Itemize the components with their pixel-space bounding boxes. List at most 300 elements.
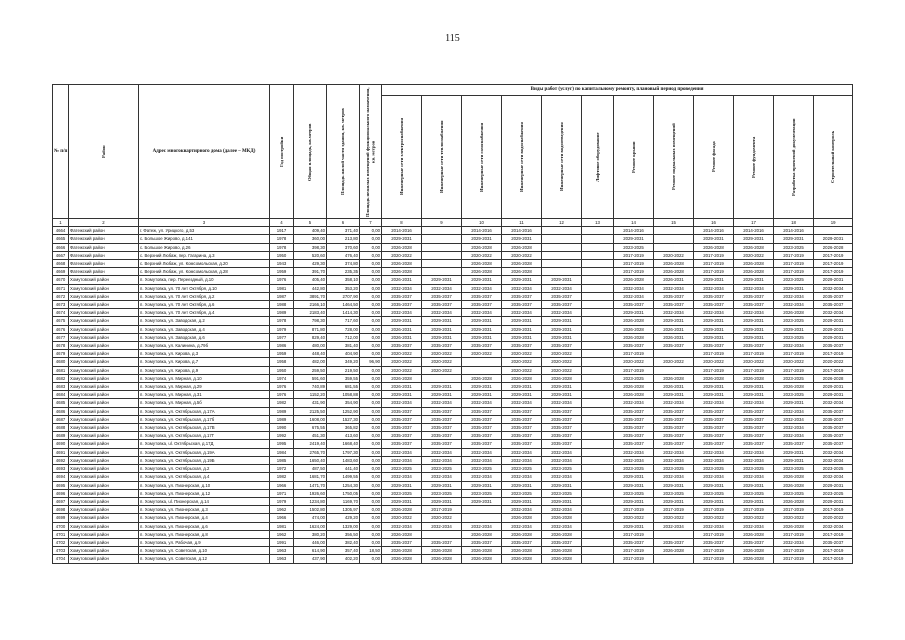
cell-premises-area: 354,90 (327, 399, 360, 407)
cell-work-period: 2017-2019 (694, 506, 734, 514)
cell-work-period: 2017-2019 (814, 268, 853, 276)
cell-year: 1950 (270, 366, 294, 374)
cell-work-period: 2014-2016 (734, 227, 774, 235)
cell-work-period: 2020-2022 (614, 358, 654, 366)
cell-address: п. Хомутовка, ул. Октябрьская, д.2 (139, 465, 270, 473)
cell-work-period: 2035-2037 (694, 440, 734, 448)
column-number: 7 (360, 219, 382, 227)
cell-raion: Хомутовский район (69, 292, 139, 300)
cell-work-period: 2026-2031 (654, 276, 694, 284)
cell-num: 4688 (53, 424, 69, 432)
cell-work-period: 2032-2034 (694, 473, 734, 481)
cell-work-period: 2032-2034 (654, 522, 694, 530)
cell-address: п. Хомутовка, ул. Пионерская, д.3 (139, 506, 270, 514)
cell-work-period (582, 506, 614, 514)
cell-work-period (582, 399, 614, 407)
cell-work-period: 2020-2022 (814, 358, 853, 366)
cell-address: п. Хомутовка, ул. 70 лет Октября, д.10 (139, 284, 270, 292)
column-number: 5 (294, 219, 327, 227)
header-work-heating: Инженерные сети теплоснабжения (422, 96, 462, 219)
cell-year: 1989 (270, 309, 294, 317)
cell-work-period: 2029-2031 (734, 325, 774, 333)
cell-total-area: 431,90 (294, 399, 327, 407)
table-row (53, 260, 853, 268)
cell-work-period: 2026-2028 (462, 268, 502, 276)
cell-work-period: 2032-2034 (462, 309, 502, 317)
cell-work-period: 2026-2031 (654, 383, 694, 391)
cell-raion: Хомутовский район (69, 547, 139, 555)
cell-work-period: 2020-2022 (422, 366, 462, 374)
cell-work-period: 2023-2025 (774, 243, 814, 251)
cell-address: п. Хомутовка, ул. Мирная, д.29 (139, 383, 270, 391)
cell-work-period: 2026-2028 (502, 514, 542, 522)
cell-work-period: 2032-2034 (542, 473, 582, 481)
cell-premises-area: 1527,30 (327, 415, 360, 423)
cell-total-area: 446,00 (294, 538, 327, 546)
cell-work-period: 2029-2031 (502, 497, 542, 505)
cell-total-area: 398,30 (294, 243, 327, 251)
cell-num: 4693 (53, 465, 69, 473)
cell-work-period: 2032-2034 (382, 448, 422, 456)
cell-work-period: 2026-2028 (542, 555, 582, 563)
cell-work-period: 2017-2019 (614, 268, 654, 276)
cell-work-period: 2035-2037 (422, 424, 462, 432)
cell-total-area: 2765,70 (294, 448, 327, 456)
cell-work-period: 2035-2037 (694, 342, 734, 350)
cell-work-period: 2026-2028 (382, 555, 422, 563)
cell-work-period (582, 473, 614, 481)
cell-address: п. Хомутовка, ул. Рабочая, д.9 (139, 538, 270, 546)
cell-work-period (542, 260, 582, 268)
cell-work-period (582, 235, 614, 243)
cell-address: п. Хомутовка, ул. Мирная, д.31 (139, 391, 270, 399)
cell-premises-area: 413,60 (327, 432, 360, 440)
table-row (53, 489, 853, 497)
table-row (53, 473, 853, 481)
cell-work-period: 2029-2031 (462, 497, 502, 505)
cell-work-period: 2032-2034 (502, 473, 542, 481)
cell-work-period: 2035-2037 (542, 432, 582, 440)
cell-work-period: 2032-2034 (774, 424, 814, 432)
cell-work-period: 2029-2031 (502, 333, 542, 341)
cell-work-period: 2035-2037 (502, 407, 542, 415)
cell-num: 4687 (53, 415, 69, 423)
cell-work-period (582, 391, 614, 399)
cell-work-period: 2023-2025 (774, 333, 814, 341)
cell-work-period: 2017-2019 (614, 366, 654, 374)
cell-work-period (582, 547, 614, 555)
cell-func-area: 0,00 (360, 268, 382, 276)
cell-work-period: 2035-2037 (694, 407, 734, 415)
table-row (53, 538, 853, 546)
cell-work-period: 2023-2025 (694, 489, 734, 497)
cell-year: 1981 (270, 284, 294, 292)
cell-work-period: 2035-2037 (814, 301, 853, 309)
cell-work-period: 2032-2034 (382, 309, 422, 317)
cell-work-period: 2017-2019 (814, 555, 853, 563)
cell-work-period: 2023-2025 (614, 374, 654, 382)
table-row (53, 317, 853, 325)
cell-work-period: 2026-2031 (382, 325, 422, 333)
cell-work-period: 2035-2037 (542, 440, 582, 448)
cell-work-period: 2020-2022 (734, 251, 774, 259)
cell-premises-area: 476,40 (327, 251, 360, 259)
cell-func-area: 0,00 (360, 325, 382, 333)
cell-premises-area: 365,82 (327, 424, 360, 432)
cell-num: 4675 (53, 317, 69, 325)
cell-address: п. Хомутовка, ул. Октябрьская, д.19А (139, 448, 270, 456)
cell-work-period (422, 235, 462, 243)
cell-work-period (582, 383, 614, 391)
cell-work-period (582, 260, 614, 268)
table-row (53, 366, 853, 374)
cell-work-period: 2032-2034 (694, 448, 734, 456)
cell-work-period: 2026-2028 (502, 547, 542, 555)
cell-work-period: 2035-2037 (502, 342, 542, 350)
cell-work-period: 2020-2022 (654, 358, 694, 366)
cell-func-area: 0,00 (360, 276, 382, 284)
cell-raion: Хомутовский район (69, 489, 139, 497)
cell-raion: Хомутовский район (69, 497, 139, 505)
cell-work-period: 2020-2022 (774, 358, 814, 366)
cell-work-period: 2029-2031 (614, 522, 654, 530)
cell-num: 4702 (53, 538, 69, 546)
cell-work-period (542, 227, 582, 235)
cell-work-period: 2017-2019 (614, 350, 654, 358)
cell-premises-area: 404,90 (327, 350, 360, 358)
cell-work-period: 2035-2037 (614, 424, 654, 432)
cell-premises-area: 717,60 (327, 317, 360, 325)
cell-work-period: 2026-2028 (462, 243, 502, 251)
cell-total-area: 259,50 (294, 366, 327, 374)
cell-work-period: 2035-2037 (502, 301, 542, 309)
column-number: 1 (53, 219, 69, 227)
cell-work-period (582, 342, 614, 350)
cell-func-area: 0,00 (360, 481, 382, 489)
cell-work-period: 2032-2034 (814, 522, 853, 530)
cell-work-period: 2035-2037 (422, 407, 462, 415)
cell-func-area: 0,00 (360, 260, 382, 268)
cell-num: 4680 (53, 358, 69, 366)
cell-work-period: 2029-2031 (694, 235, 734, 243)
cell-work-period: 2026-2028 (502, 555, 542, 563)
cell-work-period (582, 284, 614, 292)
cell-num: 4668 (53, 260, 69, 268)
cell-work-period: 2026-2028 (614, 391, 654, 399)
cell-address: п. Хомутовка, ул. Октябрьская, д.4 (139, 473, 270, 481)
cell-year: 1988 (270, 301, 294, 309)
table-row (53, 506, 853, 514)
cell-work-period (582, 448, 614, 456)
cell-work-period: 2023-2025 (382, 465, 422, 473)
table-row (53, 333, 853, 341)
cell-work-period: 2023-2025 (462, 465, 502, 473)
cell-work-period: 2023-2025 (542, 465, 582, 473)
header-total-area: Общая площадь, кв.метров (294, 85, 327, 219)
cell-work-period: 2029-2031 (542, 481, 582, 489)
cell-work-period (582, 268, 614, 276)
table-row (53, 342, 853, 350)
cell-num: 4692 (53, 456, 69, 464)
cell-work-period: 2032-2034 (502, 448, 542, 456)
cell-work-period: 2032-2034 (382, 522, 422, 530)
cell-work-period: 2017-2019 (694, 260, 734, 268)
cell-work-period: 2032-2034 (734, 399, 774, 407)
cell-work-period: 2035-2037 (734, 415, 774, 423)
cell-year: 1978 (270, 317, 294, 325)
cell-num: 4670 (53, 276, 69, 284)
cell-work-period: 2029-2031 (734, 317, 774, 325)
cell-work-period: 2032-2034 (422, 473, 462, 481)
cell-work-period: 2029-2031 (814, 481, 853, 489)
cell-work-period: 2017-2019 (614, 530, 654, 538)
cell-work-period: 2035-2037 (734, 424, 774, 432)
cell-work-period: 2035-2037 (502, 292, 542, 300)
cell-work-period (582, 374, 614, 382)
cell-raion: Хомутовский район (69, 317, 139, 325)
cell-raion: Хомутовский район (69, 530, 139, 538)
cell-work-period: 2035-2037 (734, 407, 774, 415)
cell-work-period: 2035-2037 (814, 432, 853, 440)
cell-premises-area: 1668,40 (327, 440, 360, 448)
cell-work-period: 2023-2025 (734, 465, 774, 473)
cell-num: 4689 (53, 432, 69, 440)
cell-num: 4701 (53, 530, 69, 538)
cell-work-period: 2026-2028 (814, 243, 853, 251)
cell-year: 1962 (270, 506, 294, 514)
cell-work-period: 2029-2031 (382, 391, 422, 399)
cell-work-period: 2020-2022 (422, 350, 462, 358)
cell-premises-area: 441,40 (327, 465, 360, 473)
cell-year: 1966 (270, 514, 294, 522)
cell-work-period (582, 407, 614, 415)
cell-work-period: 2023-2025 (774, 489, 814, 497)
cell-work-period: 2026-2028 (542, 374, 582, 382)
cell-work-period: 2026-2028 (694, 243, 734, 251)
table-row (53, 227, 853, 235)
cell-raion: Хомутовский район (69, 473, 139, 481)
cell-work-period: 2026-2031 (382, 383, 422, 391)
cell-work-period: 2035-2037 (462, 292, 502, 300)
cell-work-period: 2032-2034 (734, 473, 774, 481)
cell-work-period: 2032-2034 (462, 473, 502, 481)
cell-work-period: 2020-2022 (734, 514, 774, 522)
cell-total-area: 437,90 (294, 555, 327, 563)
cell-work-period (462, 506, 502, 514)
cell-premises-area: 429,20 (327, 514, 360, 522)
cell-work-period: 2017-2019 (774, 547, 814, 555)
table-row (53, 284, 853, 292)
table-body (53, 227, 853, 563)
cell-work-period (542, 251, 582, 259)
cell-address: п. Хомутовка, ул. 70 лет Октября, д.4 (139, 309, 270, 317)
cell-year: 1950 (270, 251, 294, 259)
cell-work-period: 2017-2019 (694, 555, 734, 563)
table-row (53, 358, 853, 366)
cell-work-period: 2035-2037 (614, 415, 654, 423)
cell-work-period: 2029-2031 (814, 333, 853, 341)
cell-work-period: 2032-2034 (422, 448, 462, 456)
cell-work-period: 2017-2019 (814, 506, 853, 514)
cell-total-area: 1650,40 (294, 456, 327, 464)
cell-work-period: 2029-2031 (814, 276, 853, 284)
cell-total-area: 1234,80 (294, 497, 327, 505)
cell-premises-area: 1305,97 (327, 506, 360, 514)
cell-work-period: 2035-2037 (734, 292, 774, 300)
cell-work-period: 2020-2022 (774, 514, 814, 522)
column-number: 19 (814, 219, 853, 227)
cell-num: 4667 (53, 251, 69, 259)
cell-work-period: 2017-2019 (814, 547, 853, 555)
cell-work-period: 2035-2037 (814, 292, 853, 300)
cell-work-period: 2029-2031 (694, 333, 734, 341)
cell-work-period (582, 497, 614, 505)
header-year: Год постройки (270, 85, 294, 219)
cell-total-area: 360,00 (294, 235, 327, 243)
cell-num: 4683 (53, 383, 69, 391)
cell-work-period: 2035-2037 (382, 292, 422, 300)
cell-work-period: 2035-2037 (422, 301, 462, 309)
cell-work-period: 2026-2028 (422, 555, 462, 563)
cell-work-period: 2032-2034 (814, 284, 853, 292)
cell-work-period: 2035-2037 (614, 440, 654, 448)
cell-work-period: 2023-2025 (654, 489, 694, 497)
cell-work-period: 2032-2034 (734, 456, 774, 464)
cell-work-period: 2035-2037 (734, 440, 774, 448)
cell-work-period: 2017-2019 (814, 260, 853, 268)
cell-raion: Хомутовский район (69, 415, 139, 423)
cell-func-area: 0,00 (360, 292, 382, 300)
cell-raion: Хомутовский район (69, 465, 139, 473)
cell-work-period: 2026-2028 (502, 260, 542, 268)
cell-func-area: 0,00 (360, 235, 382, 243)
cell-work-period (654, 235, 694, 243)
table-row (53, 465, 853, 473)
cell-work-period: 2035-2037 (694, 292, 734, 300)
cell-address: г. Фатеж, ул. Урицкого, д.53 (139, 227, 270, 235)
cell-raion: Хомутовский район (69, 309, 139, 317)
cell-work-period (582, 415, 614, 423)
table-row (53, 268, 853, 276)
cell-work-period: 2032-2034 (614, 399, 654, 407)
cell-work-period (582, 424, 614, 432)
cell-work-period: 2023-2025 (774, 391, 814, 399)
cell-work-period: 2017-2019 (614, 547, 654, 555)
cell-work-period: 2035-2037 (814, 342, 853, 350)
cell-premises-area: 1499,55 (327, 473, 360, 481)
cell-work-period: 2032-2034 (774, 292, 814, 300)
cell-year: 1995 (270, 440, 294, 448)
cell-address: п. Хомутовка, ул. Кирова, д.3 (139, 350, 270, 358)
cell-num: 4669 (53, 268, 69, 276)
cell-work-period: 2026-2028 (734, 374, 774, 382)
cell-work-period: 2032-2034 (654, 399, 694, 407)
cell-work-period (582, 309, 614, 317)
table-row (53, 415, 853, 423)
cell-year: 1985 (270, 456, 294, 464)
cell-num: 4694 (53, 473, 69, 481)
cell-work-period: 2020-2022 (382, 514, 422, 522)
cell-work-period (582, 481, 614, 489)
cell-work-period: 2029-2031 (694, 391, 734, 399)
cell-work-period: 2035-2037 (734, 538, 774, 546)
cell-work-period: 2023-2025 (542, 489, 582, 497)
cell-work-period: 2032-2034 (734, 448, 774, 456)
cell-work-period: 2032-2034 (654, 473, 694, 481)
cell-work-period: 2023-2025 (654, 465, 694, 473)
cell-func-area: 0,00 (360, 465, 382, 473)
cell-work-period: 2035-2037 (614, 538, 654, 546)
cell-num: 4686 (53, 407, 69, 415)
cell-raion: Хомутовский район (69, 301, 139, 309)
cell-num: 4681 (53, 366, 69, 374)
table-row (53, 399, 853, 407)
cell-work-period: 2029-2031 (422, 325, 462, 333)
cell-work-period: 2023-2025 (614, 243, 654, 251)
cell-work-period: 2035-2037 (462, 424, 502, 432)
cell-work-period: 2017-2019 (694, 530, 734, 538)
cell-func-area: 0,00 (360, 497, 382, 505)
cell-work-period: 2032-2034 (422, 284, 462, 292)
cell-total-area: 409,40 (294, 227, 327, 235)
cell-work-period: 2026-2031 (382, 333, 422, 341)
cell-address: п. Хомутовка, ул. Кирова, д.9 (139, 366, 270, 374)
cell-work-period: 2035-2037 (694, 301, 734, 309)
cell-year: 1962 (270, 530, 294, 538)
cell-func-area: 0,00 (360, 514, 382, 522)
cell-work-period: 2035-2037 (734, 301, 774, 309)
cell-work-period: 2026-2028 (382, 374, 422, 382)
cell-work-period: 2035-2037 (694, 424, 734, 432)
cell-work-period (654, 366, 694, 374)
cell-work-period: 2029-2031 (734, 333, 774, 341)
cell-work-period: 2032-2034 (542, 522, 582, 530)
cell-func-area: 0,00 (360, 432, 382, 440)
cell-work-period: 2035-2037 (654, 440, 694, 448)
column-number: 18 (774, 219, 814, 227)
cell-year: 1989 (270, 415, 294, 423)
cell-year: 1991 (270, 538, 294, 546)
cell-work-period: 2032-2034 (774, 415, 814, 423)
cell-work-period: 2017-2019 (614, 251, 654, 259)
cell-work-period: 2029-2031 (502, 276, 542, 284)
table-row (53, 235, 853, 243)
cell-num: 4671 (53, 284, 69, 292)
cell-address: п. Хомутовка, ул. Октябрьская, д.17б (139, 415, 270, 423)
cell-work-period: 2026-2028 (654, 268, 694, 276)
cell-address: п. Хомутовка, ул. Пионерская, д.10 (139, 481, 270, 489)
cell-work-period (582, 251, 614, 259)
cell-work-period: 2020-2022 (382, 366, 422, 374)
cell-work-period: 2014-2016 (614, 227, 654, 235)
cell-work-period: 2029-2031 (542, 325, 582, 333)
cell-work-period: 2035-2037 (462, 415, 502, 423)
cell-work-period: 2029-2031 (694, 497, 734, 505)
table-row (53, 309, 853, 317)
cell-work-period: 2029-2031 (462, 383, 502, 391)
cell-work-period: 2035-2037 (654, 292, 694, 300)
cell-work-period: 2029-2031 (734, 481, 774, 489)
cell-work-period: 2029-2031 (502, 391, 542, 399)
cell-work-period (582, 555, 614, 563)
cell-work-period: 2029-2031 (694, 276, 734, 284)
cell-total-area: 1926,60 (294, 489, 327, 497)
cell-raion: Хомутовский район (69, 424, 139, 432)
cell-work-period: 2020-2022 (542, 366, 582, 374)
cell-work-period: 2017-2019 (694, 268, 734, 276)
cell-num: 4684 (53, 391, 69, 399)
cell-work-period: 2032-2034 (614, 284, 654, 292)
